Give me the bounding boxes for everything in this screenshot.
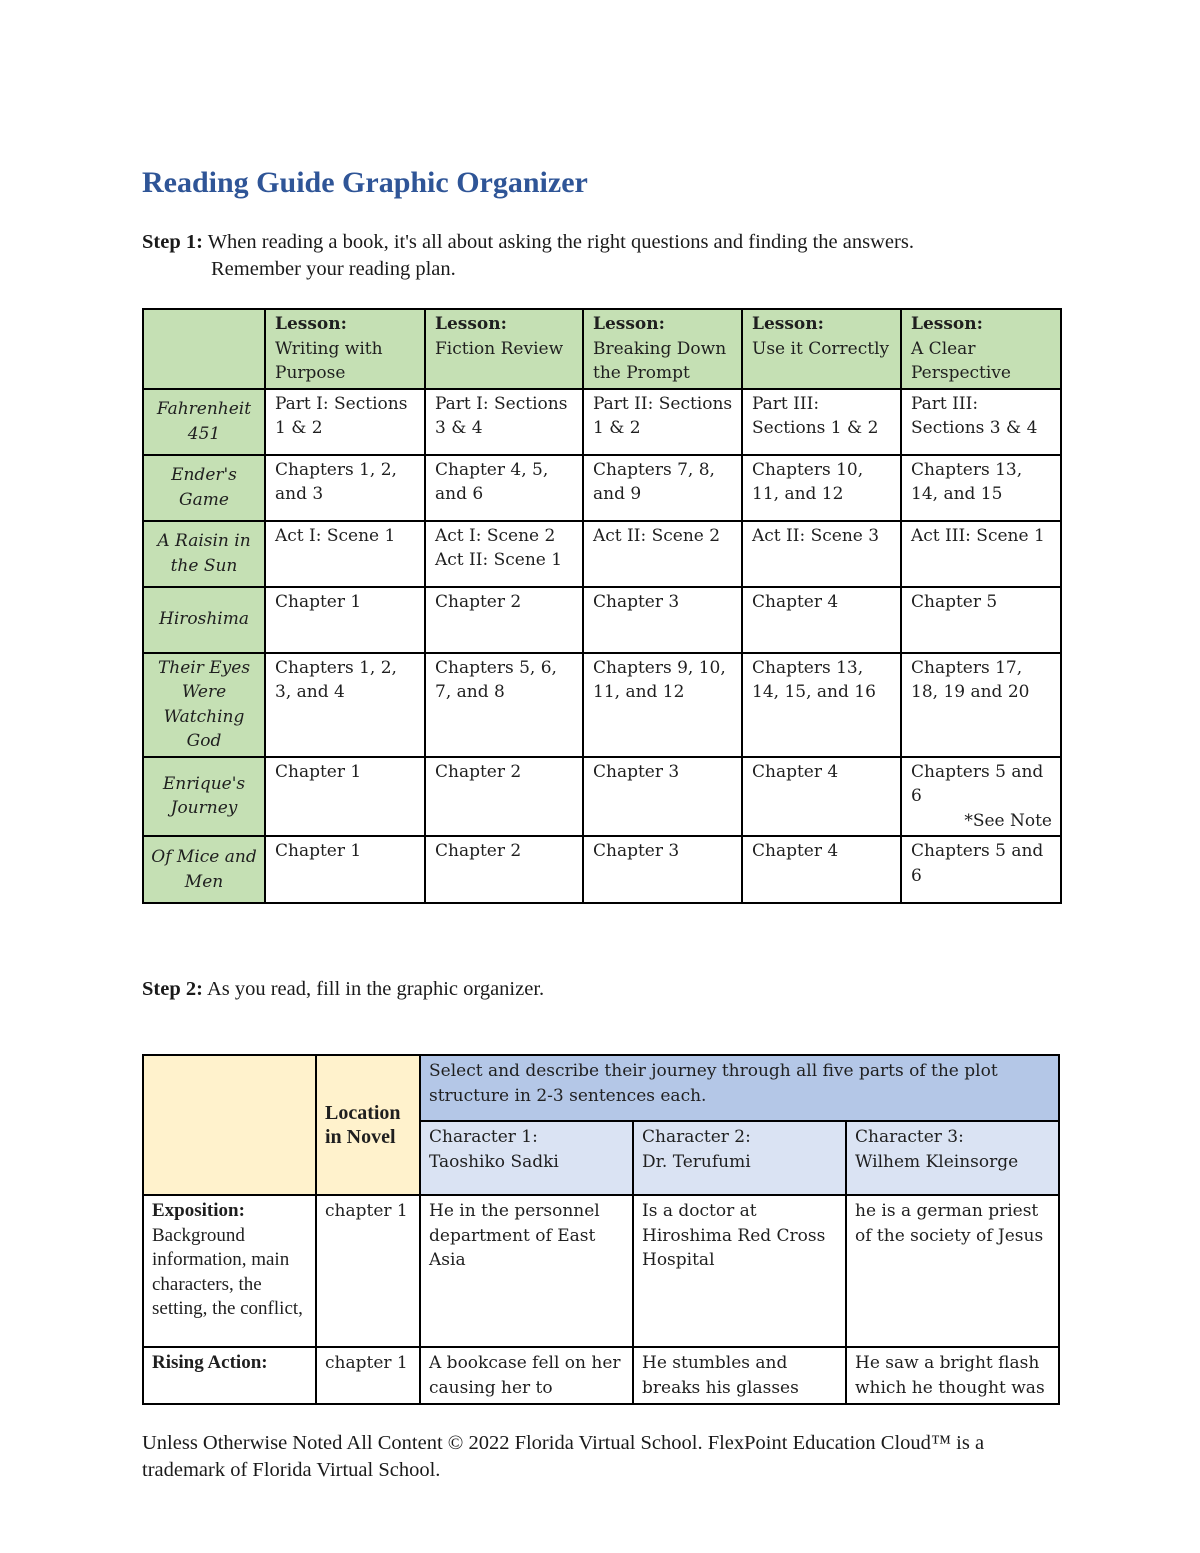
lesson-prefix: Lesson: [435,314,507,334]
cell-text: Chapters 5 and 6 [911,761,1044,806]
table-cell: He stumbles and breaks his glasses [633,1347,846,1404]
lesson-prefix: Lesson: [752,314,824,334]
character-name: Taoshiko Sadki [429,1151,559,1172]
plot-stage-rising-action [143,1347,316,1404]
table-cell: Chapter 2 [425,587,583,653]
table-cell: Chapters 1, 2, and 3 [265,455,425,521]
lesson-header [583,309,742,389]
location-cell: chapter 1 [316,1195,420,1347]
step-1-text: When reading a book, it's all about asking the right questions and finding the answers. [207,231,914,253]
stage-desc: Background information, main characters, the setting, the conflict, [152,1224,303,1319]
lesson-header [742,309,901,389]
table-cell: Part I: Sections 1 & 2 [265,389,425,455]
character-name: Dr. Terufumi [642,1151,751,1172]
table-cell: Act III: Scene 1 [901,521,1061,587]
step-2-label: Step 2: [142,978,203,1000]
table-cell: Chapter 2 [425,836,583,903]
table-cell: Chapter 1 [265,836,425,903]
character-name: Wilhem Kleinsorge [855,1151,1019,1172]
lesson-title: Writing with Purpose [275,338,383,383]
lesson-title: Use it Correctly [752,338,890,359]
step-1 [142,229,914,283]
character-label: Character 2: [642,1127,751,1147]
table-cell: he is a german priest of the society of Jesus [846,1195,1059,1347]
book-title: Of Mice and Men [143,836,265,903]
book-title: Ender's Game [143,455,265,521]
table-cell: Chapters 13, 14, and 15 [901,455,1061,521]
table-cell: Chapters 9, 10, 11, and 12 [583,653,742,757]
book-title: Hiroshima [143,587,265,653]
table-cell: Chapter 1 [265,757,425,837]
table-cell-with-note [901,757,1061,837]
plot-organizer-table [142,1054,1060,1405]
table-cell: Chapter 3 [583,757,742,837]
lesson-header [265,309,425,389]
step-2 [142,976,544,1003]
table-cell: Chapters 1, 2, 3, and 4 [265,653,425,757]
table-cell: Part III: Sections 1 & 2 [742,389,901,455]
table-cell: Chapter 4 [742,757,901,837]
reading-plan-table [142,308,1062,904]
book-title: Enrique's Journey [143,757,265,837]
table-cell: He saw a bright flash which he thought was [846,1347,1059,1404]
table-cell: Act I: Scene 1 [265,521,425,587]
book-title: Their Eyes Were Watching God [143,653,265,757]
table-cell: A bookcase fell on her causing her to [420,1347,633,1404]
table-cell: Chapter 4 [742,587,901,653]
table-cell: Part I: Sections 3 & 4 [425,389,583,455]
lesson-header [901,309,1061,389]
location-cell: chapter 1 [316,1347,420,1404]
table-cell: Chapters 13, 14, 15, and 16 [742,653,901,757]
table-cell: Chapter 1 [265,587,425,653]
page-title: Reading Guide Graphic Organizer [142,166,588,199]
lesson-prefix: Lesson: [911,314,983,334]
stage-label: Rising Action: [152,1352,268,1373]
book-title: Fahrenheit 451 [143,389,265,455]
lesson-title: Fiction Review [435,338,564,359]
lesson-prefix: Lesson: [593,314,665,334]
table-cell: He in the personnel department of East Asia [420,1195,633,1347]
lesson-header [425,309,583,389]
table-cell: Act II: Scene 3 [742,521,901,587]
step-1-label: Step 1: [142,231,203,253]
stage-label: Exposition: [152,1200,245,1221]
table-cell: Chapters 10, 11, and 12 [742,455,901,521]
table-cell: Is a doctor at Hiroshima Red Cross Hospital [633,1195,846,1347]
plot-header: Select and describe their journey through all five parts of the plot structure in 2-3 sentences each. [420,1055,1059,1121]
see-note: *See Note [964,810,1052,831]
table-cell: Chapter 2 [425,757,583,837]
lesson-title: A Clear Perspective [911,338,1011,383]
table-cell: Chapter 5 [901,587,1061,653]
character-header [633,1121,846,1195]
table-cell: Chapter 4 [742,836,901,903]
plot-stage-exposition [143,1195,316,1347]
location-header: Location in Novel [316,1055,420,1195]
character-header [420,1121,633,1195]
table-cell: Chapters 7, 8, and 9 [583,455,742,521]
corner-cell [143,309,265,389]
table-cell: Part II: Sections 1 & 2 [583,389,742,455]
character-header [846,1121,1059,1195]
step-1-text-line2: Remember your reading plan. [211,258,456,280]
table-cell: Chapters 5 and 6 [901,836,1061,903]
table-cell: Part III: Sections 3 & 4 [901,389,1061,455]
book-title: A Raisin in the Sun [143,521,265,587]
table-cell: Act I: Scene 2 Act II: Scene 1 [425,521,583,587]
step-2-text: As you read, fill in the graphic organizer. [206,978,545,1000]
copyright-footer: Unless Otherwise Noted All Content © 2022 Florida Virtual School. FlexPoint Education Cloud™ is a trademark of Florida Virtual School. [142,1432,985,1481]
table-cell: Chapter 3 [583,587,742,653]
lesson-prefix: Lesson: [275,314,347,334]
lesson-title: Breaking Down the Prompt [593,338,727,383]
character-label: Character 3: [855,1127,964,1147]
corner-cell [143,1055,316,1195]
table-cell: Act II: Scene 2 [583,521,742,587]
table-cell: Chapter 3 [583,836,742,903]
table-cell: Chapter 4, 5, and 6 [425,455,583,521]
table-cell: Chapters 17, 18, 19 and 20 [901,653,1061,757]
character-label: Character 1: [429,1127,538,1147]
table-cell: Chapters 5, 6, 7, and 8 [425,653,583,757]
